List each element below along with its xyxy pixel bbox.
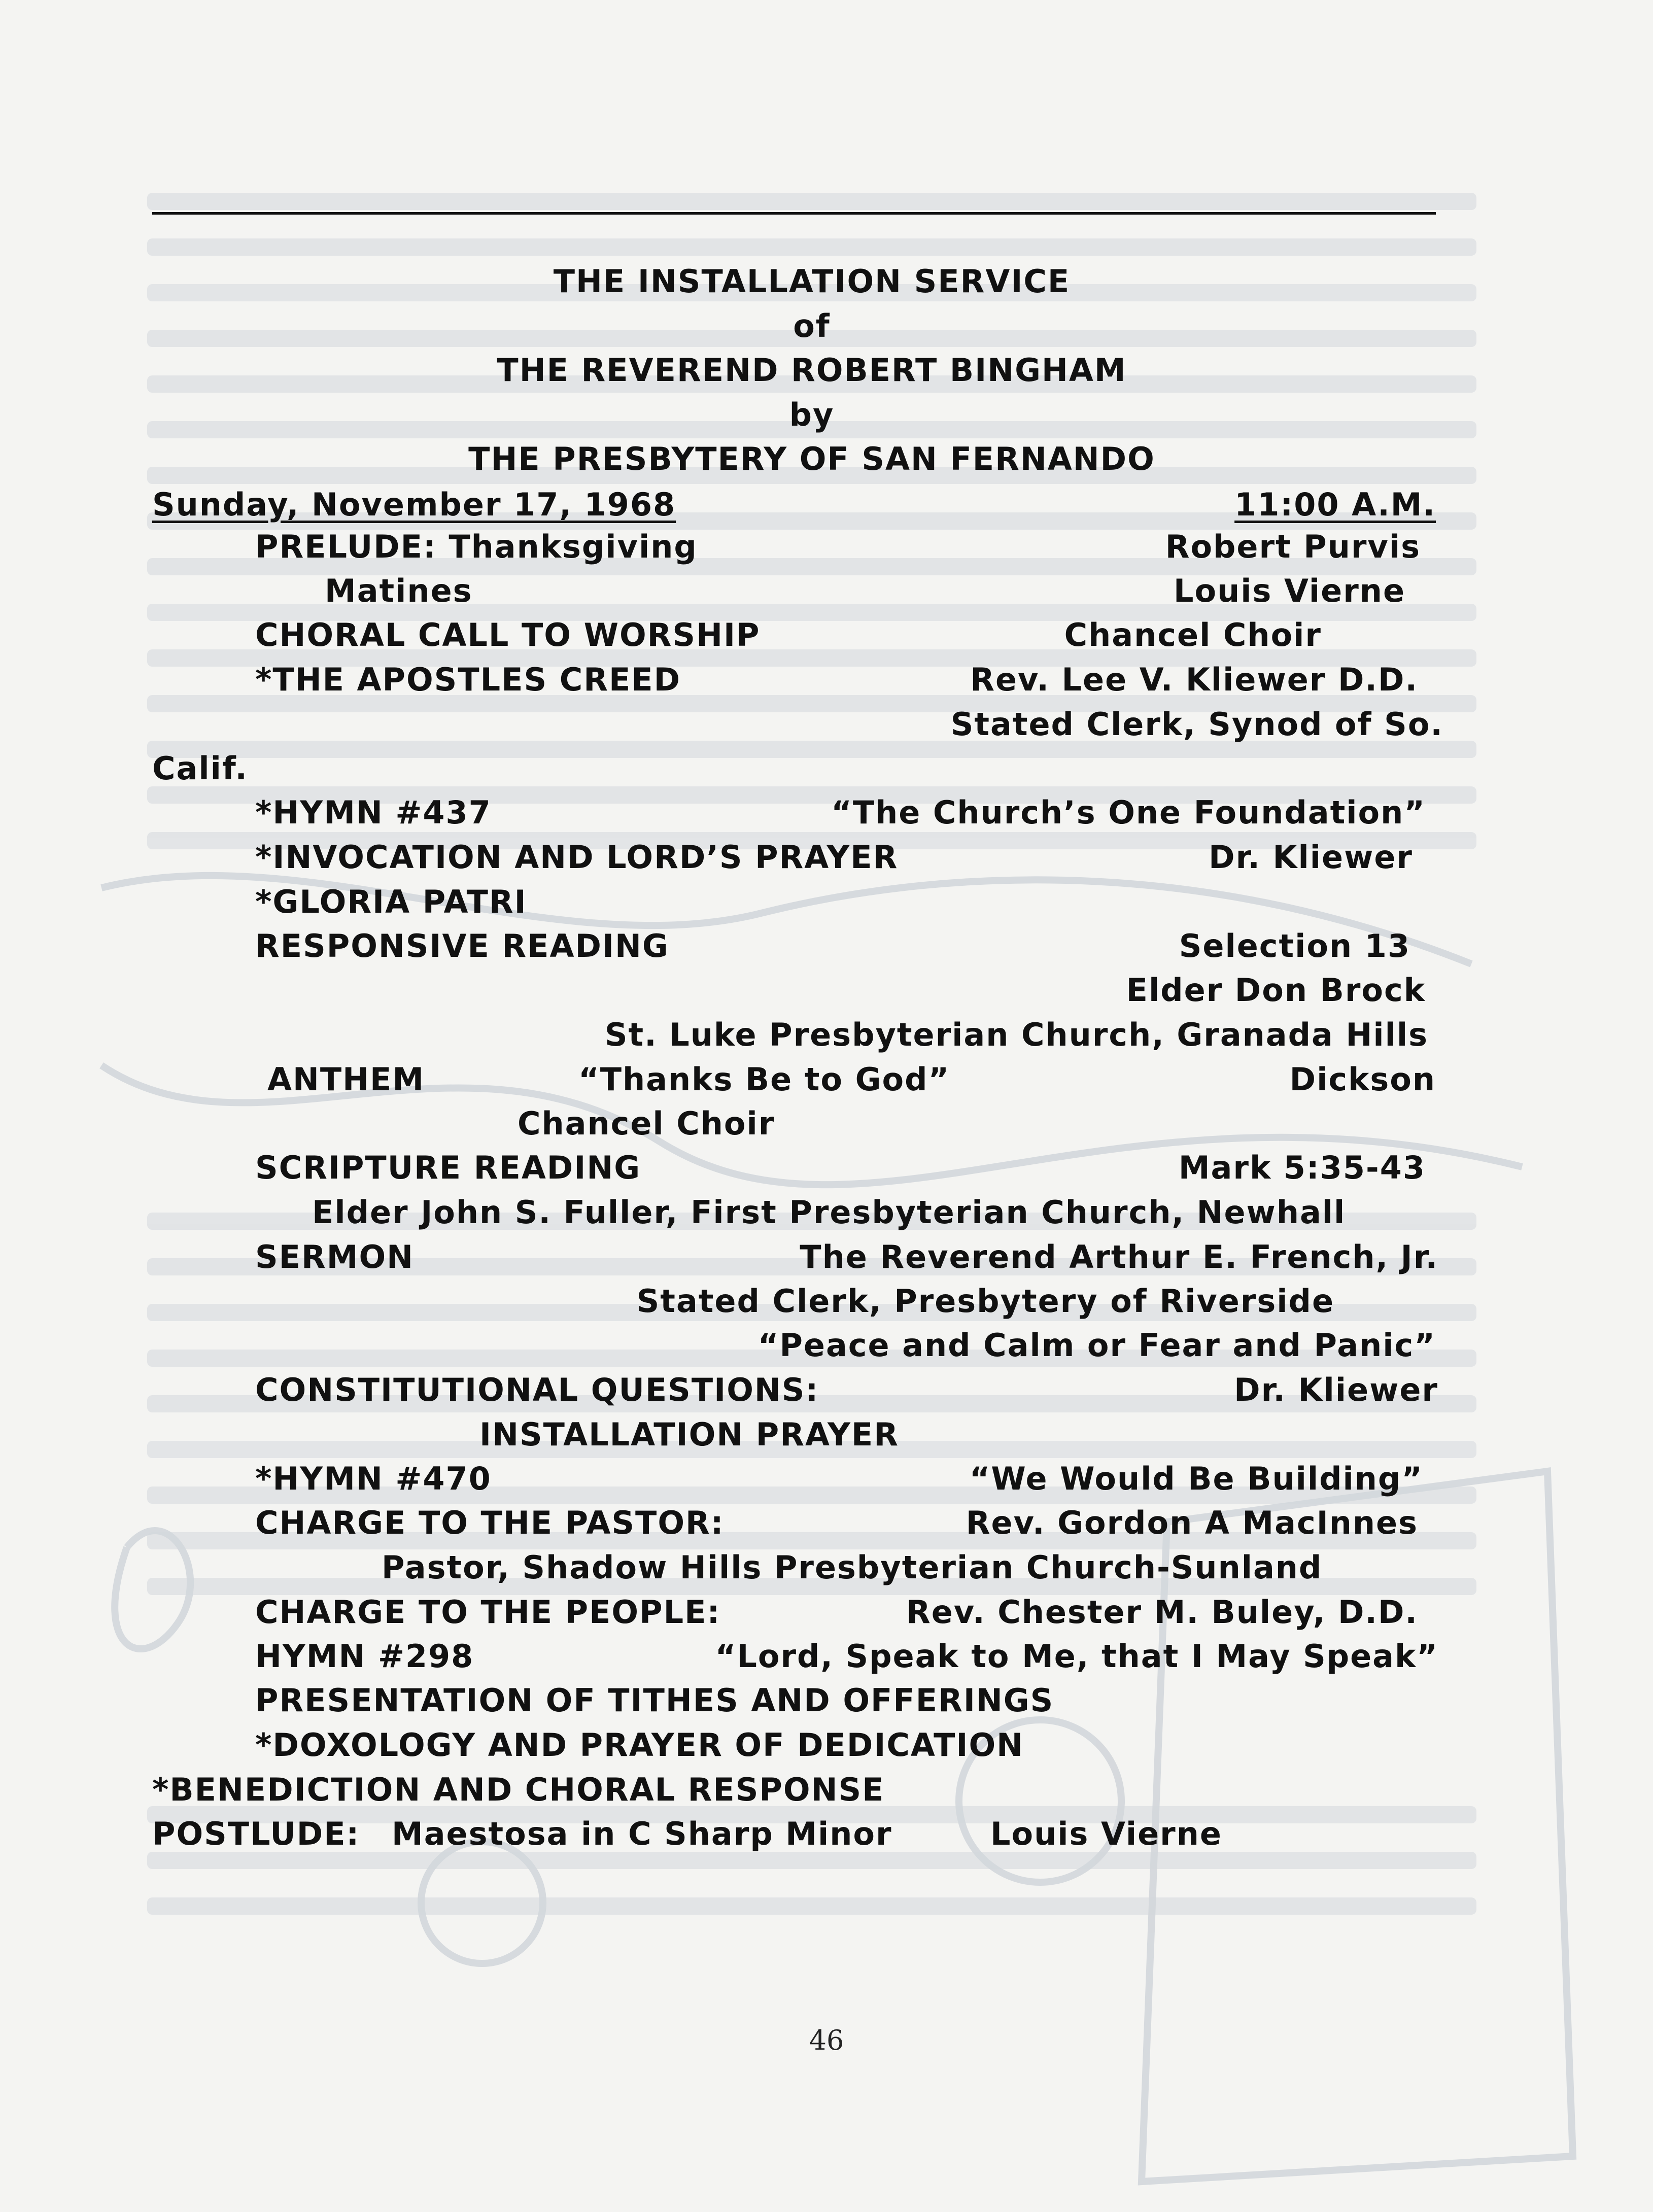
charge-to-pastor-by: Rev. Gordon A MacInnes [966, 1504, 1418, 1541]
scripture-reference: Mark 5:35-43 [1178, 1149, 1426, 1186]
responsive-reading-reader: Elder Don Brock [1126, 972, 1426, 1009]
anthem-composer: Dickson [1289, 1061, 1436, 1098]
sermon-preacher: The Reverend Arthur E. French, Jr. [800, 1238, 1438, 1275]
apostles-creed-leader-title-cont: Calif. [152, 750, 248, 787]
choral-call-by: Chancel Choir [1064, 616, 1322, 653]
apostles-creed-leader: Rev. Lee V. Kliewer D.D. [970, 661, 1418, 698]
prelude-performer: Robert Purvis [1165, 528, 1421, 565]
invocation-label: *INVOCATION AND LORD’S PRAYER [255, 839, 899, 876]
installation-prayer: INSTALLATION PRAYER [479, 1416, 900, 1453]
header-by: by [789, 396, 835, 433]
service-date: Sunday, November 17, 1968 [152, 486, 676, 523]
gloria-patri-label: *GLORIA PATRI [255, 883, 527, 920]
hymn-437-label: *HYMN #437 [255, 794, 492, 831]
responsive-reading-selection: Selection 13 [1179, 927, 1410, 964]
anthem-label: ANTHEM [267, 1061, 425, 1098]
sermon-preacher-title: Stated Clerk, Presbytery of Riverside [636, 1283, 1334, 1320]
sermon-label: SERMON [255, 1238, 415, 1275]
invocation-leader: Dr. Kliewer [1209, 839, 1413, 876]
doxology-label: *DOXOLOGY AND PRAYER OF DEDICATION [255, 1726, 1024, 1764]
charge-to-people-by: Rev. Chester M. Buley, D.D. [906, 1594, 1418, 1631]
hymn-298-label: HYMN #298 [255, 1638, 474, 1675]
top-rule [152, 212, 1436, 215]
choral-call-label: CHORAL CALL TO WORSHIP [255, 616, 761, 653]
hymn-470-label: *HYMN #470 [255, 1460, 492, 1497]
anthem-choir: Chancel Choir [518, 1105, 775, 1142]
service-title: THE INSTALLATION SERVICE [553, 263, 1071, 300]
scripture-reading-label: SCRIPTURE READING [255, 1149, 641, 1186]
prelude-label: PRELUDE: Thanksgiving [255, 528, 698, 565]
postlude-label: POSTLUDE: [152, 1815, 360, 1852]
charge-to-people-label: CHARGE TO THE PEOPLE: [255, 1594, 721, 1631]
tithes-offerings-label: PRESENTATION OF TITHES AND OFFERINGS [255, 1682, 1054, 1719]
apostles-creed-label: *THE APOSTLES CREED [255, 661, 681, 698]
responsive-reading-church: St. Luke Presbyterian Church, Granada Hills [604, 1016, 1428, 1053]
postlude-title: Maestosa in C Sharp Minor [392, 1815, 892, 1852]
charge-to-pastor-title: Pastor, Shadow Hills Presbyterian Church-Sunland [382, 1549, 1323, 1586]
hymn-437-title: “The Church’s One Foundation” [831, 794, 1426, 831]
prelude-second-composer: Louis Vierne [1174, 572, 1405, 609]
service-time: 11:00 A.M. [1234, 486, 1436, 523]
postlude-composer: Louis Vierne [990, 1815, 1222, 1852]
prelude-second-piece: Matines [325, 572, 473, 609]
anthem-title: “Thanks Be to God” [578, 1061, 950, 1098]
sermon-title: “Peace and Calm or Fear and Panic” [757, 1327, 1436, 1364]
responsive-reading-label: RESPONSIVE READING [255, 927, 669, 964]
hymn-298-title: “Lord, Speak to Me, that I May Speak” [715, 1638, 1438, 1675]
charge-to-pastor-label: CHARGE TO THE PASTOR: [255, 1504, 725, 1541]
hymn-470-title: “We Would Be Building” [969, 1460, 1423, 1497]
benediction-label: *BENEDICTION AND CHORAL RESPONSE [152, 1771, 885, 1808]
constitutional-questions-label: CONSTITUTIONAL QUESTIONS: [255, 1371, 819, 1408]
page-number: 46 [809, 2024, 844, 2056]
scripture-reader: Elder John S. Fuller, First Presbyterian Church, Newhall [312, 1194, 1346, 1231]
pastor-name-heading: THE REVEREND ROBERT BINGHAM [497, 352, 1127, 389]
header-of: of [793, 307, 831, 344]
apostles-creed-leader-title: Stated Clerk, Synod of So. [950, 706, 1443, 743]
presbytery-heading: THE PRESBYTERY OF SAN FERNANDO [468, 440, 1155, 477]
constitutional-questions-leader: Dr. Kliewer [1234, 1371, 1438, 1408]
